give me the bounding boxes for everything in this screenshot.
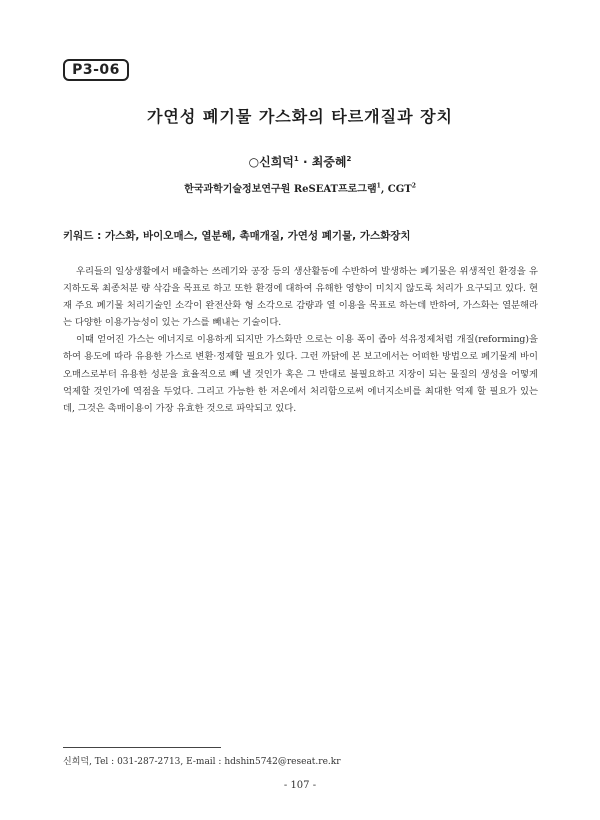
author-1-sup: 1 bbox=[293, 155, 299, 163]
abstract-body bbox=[63, 263, 538, 417]
affiliation-line bbox=[0, 180, 600, 195]
author-separator: · bbox=[298, 155, 312, 169]
paper-title: 가연성 폐기물 가스화의 타르개질과 장치 bbox=[146, 107, 454, 126]
paragraph-1: 우리들의 일상생활에서 배출하는 쓰레기와 공장 등의 생산활동에 수반하여 발생하는 폐기물은 위생적인 환경을 유지하도록 최종처분 량 삭감을 목표로 하고 또한 환경에 대하여 유해한 영향이 미치지 않도록 처리가 요구되고 있다. 현재 주요 폐기물 처리기술인 소각이 완전산화 형 소각으로 감량과 열 이용을 목표로 하는데 반하여, 가스화는 열분해라는 다양한 이용가능성이 있는 가스를 빼내는 기술이다. bbox=[63, 266, 538, 329]
keywords: 키워드 : 가스화, 바이오매스, 열분해, 촉매개질, 가연성 폐기물, 가스화장치 bbox=[63, 230, 411, 242]
footnote-divider bbox=[63, 747, 221, 748]
author-2-sup: 2 bbox=[346, 155, 352, 163]
session-badge: P3-06 bbox=[63, 59, 129, 81]
paragraph-2: 이때 얻어진 가스는 에너지로 이용하게 되지만 가스화만 으로는 이용 폭이 좁아 석유정제처럼 개질(reforming)을 하여 용도에 따라 유용한 가스로 변환·정제할 필요가 있다. 그런 까닭에 본 보고에서는 어떠한 방법으로 폐기물계 바이오매스로부터 유용한 성분을 효율적으로 빼 낼 것인가 혹은 그 반대로 불필요하고 지장이 되는 물질의 생성을 어떻게 억제할 것인가에 역점을 두었다. 그리고 가능한 한 저온에서 처리함으로써 에너지소비를 최대한 억제 할 필요가 있는데, 그것은 촉매이용이 가장 유효한 것으로 파악되고 있다. bbox=[63, 334, 538, 414]
affiliation-sup-1: 1 bbox=[376, 182, 381, 190]
affiliation-mid: , CGT bbox=[380, 184, 412, 195]
footnote: 신희덕, Tel : 031-287-2713, E-mail : hdshin5742@reseat.re.kr bbox=[63, 757, 341, 767]
page-number: - 107 - bbox=[283, 780, 317, 791]
author-1: 신희덕 bbox=[259, 155, 294, 169]
author-2: 최중혜 bbox=[311, 155, 347, 169]
author-line bbox=[0, 153, 600, 170]
affiliation-text: 한국과학기술정보연구원 ReSEAT프로그램 bbox=[184, 184, 377, 195]
presenter-marker: ○ bbox=[248, 155, 260, 169]
affiliation-sup-2: 2 bbox=[411, 182, 416, 190]
